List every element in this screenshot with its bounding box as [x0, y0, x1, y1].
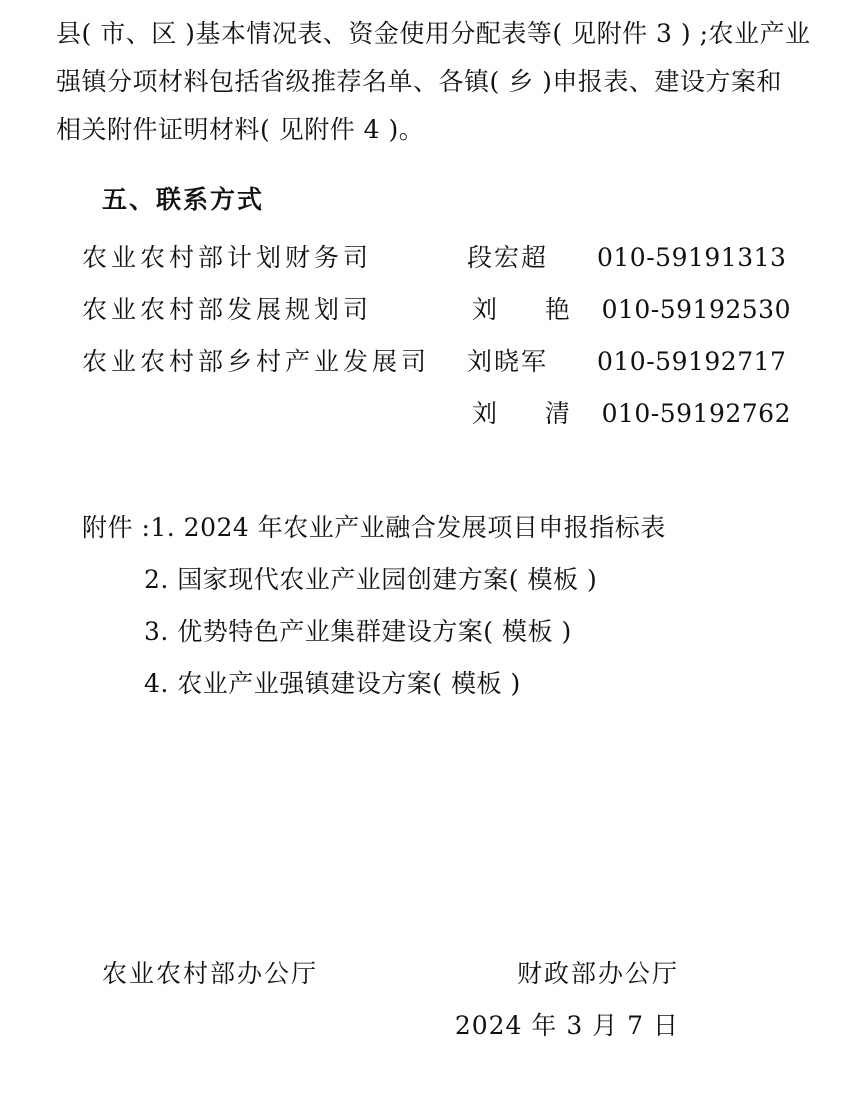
intro-line: 相关附件证明材料( 见附件 4 )。: [56, 115, 425, 144]
contact-list: [56, 232, 791, 440]
contact-name: 段宏超: [467, 243, 549, 272]
contact-phone: 010-59192717: [597, 347, 787, 376]
attachments-block: [56, 502, 791, 710]
signature-right: 财政部办公厅: [517, 959, 680, 988]
attachment-item: 4. 农业产业强镇建设方案( 模板 ): [144, 669, 521, 698]
attachment-item: 2. 国家现代农业产业园创建方案( 模板 ): [144, 565, 598, 594]
intro-line: 县( 市、区 )基本情况表、资金使用分配表等( 见附件 3 ) ;农业产业: [56, 19, 811, 48]
contact-phone: 010-59191313: [597, 243, 787, 272]
contact-phone: 010-59192530: [601, 295, 791, 324]
contact-phone: 010-59192762: [601, 399, 791, 428]
section-heading-contact: 五、联系方式: [102, 185, 265, 214]
intro-line: 强镇分项材料包括省级推荐名单、各镇( 乡 )申报表、建设方案和: [56, 67, 782, 96]
signature-date: 2024 年 3 月 7 日: [454, 1011, 679, 1040]
contact-department: 农业农村部计划财务司: [82, 243, 373, 272]
contact-department: 农业农村部乡村产业发展司: [82, 347, 431, 376]
contact-row: [82, 388, 791, 440]
intro-paragraph: [56, 10, 811, 154]
signature-left: 农业农村部办公厅: [102, 959, 319, 988]
contact-name: 刘 清: [471, 399, 590, 428]
contact-department: 农业农村部发展规划司: [82, 295, 373, 324]
attachment-item: 3. 优势特色产业集群建设方案( 模板 ): [144, 617, 572, 646]
signature-block: [56, 948, 791, 1052]
signature-row: [56, 948, 791, 1000]
contact-row: [82, 232, 791, 284]
contact-row: [82, 284, 791, 336]
contact-name: 刘 艳: [471, 295, 590, 324]
attachments-label: 附件 :1. 2024 年农业产业融合发展项目申报指标表: [82, 513, 666, 542]
contact-row: [82, 336, 791, 388]
contact-name: 刘晓军: [467, 347, 549, 376]
